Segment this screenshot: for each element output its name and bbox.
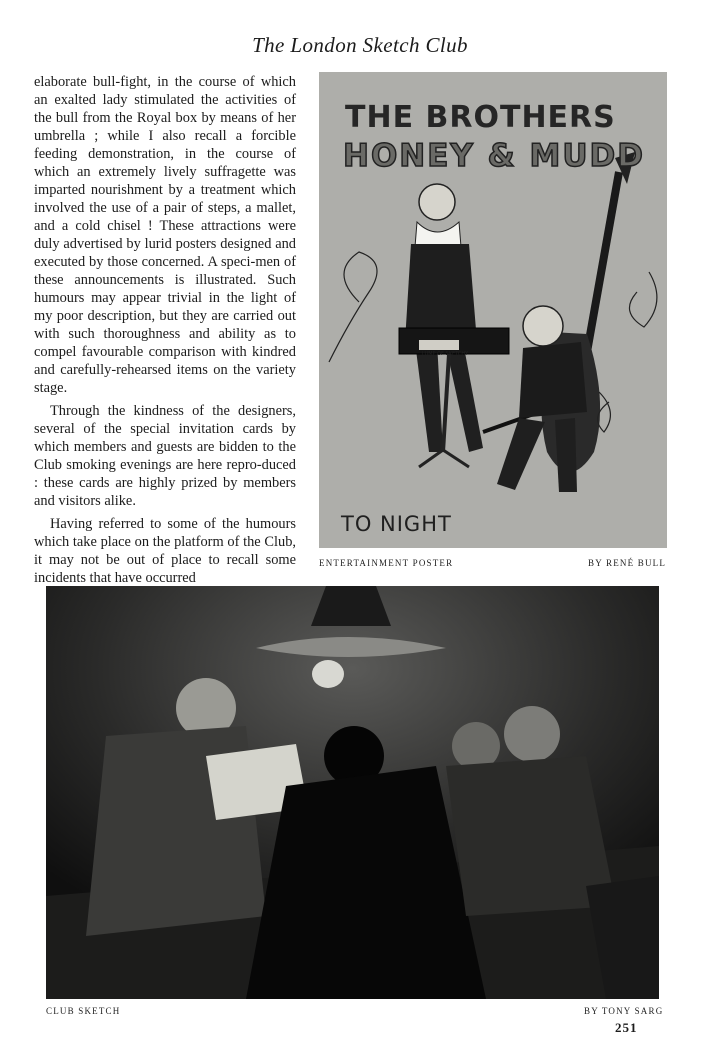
sketch-caption: CLUB SKETCH [46, 1006, 121, 1016]
running-header: The London Sketch Club [252, 33, 468, 57]
poster-title-line1: THE BROTHERS [345, 100, 616, 135]
poster-box-label: LUMP OF SKETCHY [422, 351, 469, 357]
player-one-leg-left [415, 342, 443, 452]
sketch-credit: BY TONY SARG [584, 1006, 664, 1016]
swirl-left [329, 252, 377, 362]
instrument-box-label [419, 340, 459, 350]
player-two-leg-left [497, 418, 545, 490]
player-one-head [419, 184, 455, 220]
lamp-bulb [312, 660, 344, 688]
paragraph-bull-fight: elaborate bull-fight, in the course of which an exalted lady stimulated the activities of the bull from the Royal box by means of her umbrella ; while I also recall a forcible feeding demonstration, in the course of which an extremely lively suffragette was imparted nourishment by a treatment which involved the use of a pair of steps, a mallet, and a cold chisel ! These attractions were duly advertised by lurid posters designed and executed by those concerned. A speci-men of these announcements is illustrated. Such humours may appear trivial in the light of my poor description, but they are carried out with such thoroughness and ability as to compel favourable comparison with kindred and carefully-rehearsed items on the variety stage. [34, 74, 296, 396]
poster-footer: TO NIGHT [341, 512, 452, 536]
poster-title-line2: HONEY & MUDD [343, 138, 645, 174]
swirl-right [629, 272, 656, 327]
paragraph-humours: Having referred to some of the humours which take place on the platform of the Club, it may not be out of place to recall some incidents that have occurred [34, 516, 296, 586]
right-figure-two-head [504, 706, 560, 762]
player-two-leg-right [555, 418, 577, 492]
player-two-coat [519, 342, 587, 418]
player-one-coat [405, 244, 477, 342]
poster-caption: ENTERTAINMENT POSTER [319, 558, 454, 568]
player-two-head [523, 306, 563, 346]
page-number: 251 [615, 1020, 638, 1035]
stand-feet [419, 450, 469, 467]
entertainment-poster-illustration [319, 72, 667, 548]
club-sketch-illustration [46, 586, 659, 999]
club-sketch-drawing [46, 586, 659, 999]
paragraph-invitation-cards: Through the kindness of the designers, several of the special invitation cards by which members and guests are bidden to the Club smoking evenings are here repro-duced : these cards are highly prized by members and visitors alike. [34, 403, 296, 509]
body-text-column [34, 73, 296, 592]
poster-credit: BY RENÉ BULL [588, 558, 667, 568]
stand-pole [443, 354, 449, 452]
